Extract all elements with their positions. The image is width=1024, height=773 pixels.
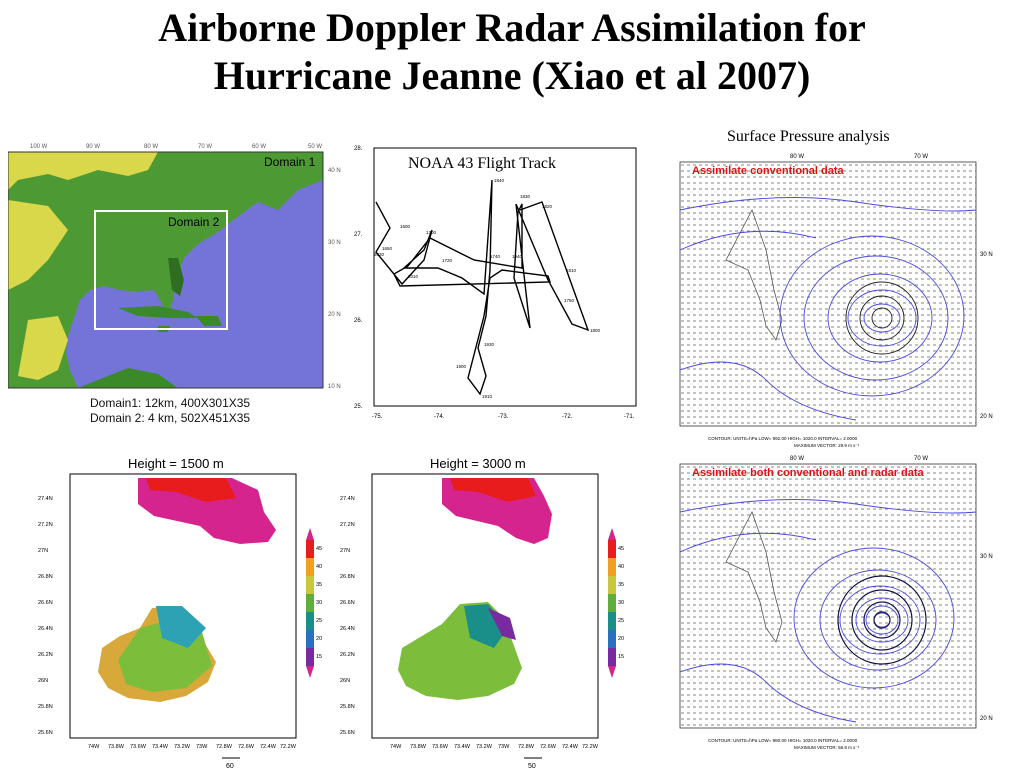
surface-bottom-grid [680,464,976,728]
time-label: 2010 [408,274,419,279]
time-label: 1740 [490,254,501,259]
time-label: 1910 [482,394,493,399]
wind-x-tick: 72.8W [518,744,534,750]
colorbar-labels [618,546,624,660]
lat-label: 20 N [980,716,993,722]
wind-y-tick: 25.6N [38,730,53,736]
wind-x-tick: 73.2W [476,744,492,750]
wind-y-tick: 25.8N [38,704,53,710]
lon-label: 70 W [198,144,213,150]
track-y-tick: 27. [354,232,363,238]
track-x-tick: -74. [434,414,445,420]
wind-y-tick: 25.6N [340,730,355,736]
top-panel-label: Assimilate conventional data [692,165,844,177]
colorbar [306,528,314,678]
wind-y-tick: 27.2N [340,522,355,528]
surface-top-svg [656,150,996,450]
wind-x-axis [88,744,297,750]
surface-pressure-bottom [656,452,996,752]
time-label: 1800 [590,328,601,333]
contour-footer: CONTOUR: UNITS=hPa LOW= 980.00 HIGH= 1020.0 INTERVAL= 2.0000 [708,738,858,743]
lon-label: 50 W [308,144,323,150]
colorbar-label: 30 [316,600,323,606]
track-x-tick: -72. [562,414,573,420]
track-y-tick: 28. [354,146,363,152]
flight-track-panel [352,138,642,423]
wind-x-tick: 72.2W [280,744,296,750]
colorbar-label: 25 [618,618,625,624]
vector-footer: MAXIMUM VECTOR: 56.9 m s⁻¹ [794,745,860,750]
wind-y-tick: 26.6N [340,600,355,606]
wind-x-tick: 73.8W [108,744,124,750]
time-label: 1810 [566,268,577,273]
wind-y-tick: 27N [38,548,49,554]
wind-x-tick: 72.8W [216,744,232,750]
wind-x-axis [390,744,599,750]
track-title: NOAA 43 Flight Track [408,155,557,172]
wind-y-tick: 26N [340,678,351,684]
time-label: 1750 [564,298,575,303]
domain-caption-1: Domain1: 12km, 400X301X35 [90,396,251,410]
track-x-tick: -75. [372,414,383,420]
time-label: 1650 [382,246,393,251]
time-label: 1900 [456,364,467,369]
wind-y-tick: 26.8N [340,574,355,580]
time-label: 1930 [484,342,495,347]
wind-y-tick: 27.2N [38,522,53,528]
domain-map [8,140,346,430]
surface-pressure-heading: Surface Pressure analysis [727,128,890,145]
wind-x-tick: 73W [196,744,208,750]
wind-x-tick: 73.8W [410,744,426,750]
track-x-axis [372,414,635,420]
wind-panel-svg [36,452,336,768]
wind-y-tick: 27.4N [340,496,355,502]
track-x-tick: -71. [624,414,635,420]
vector-footer: MAXIMUM VECTOR: 29.9 m s⁻¹ [794,443,860,448]
time-label: 2030 [374,252,385,257]
colorbar-label: 35 [316,582,323,588]
lon-label: 60 W [252,144,267,150]
bottom-panel-label: Assimilate both conventional and radar data [692,467,924,479]
colorbar [608,528,616,678]
colorbar-labels [316,546,322,660]
wind-x-tick: 73.4W [454,744,470,750]
wind-x-tick: 73W [498,744,510,750]
lat-label: 40 N [328,168,341,174]
lat-label: 20 N [980,414,993,420]
contour-footer: CONTOUR: UNITS=hPa LOW= 992.00 HIGH= 1020.0 INTERVAL= 2.0000 [708,436,858,441]
domain-map-svg [8,140,346,430]
lon-label: 70 W [914,456,929,462]
wind-y-tick: 26.2N [340,652,355,658]
wind-y-tick: 26N [38,678,49,684]
colorbar-label: 15 [316,654,323,660]
wind-x-tick: 73.2W [174,744,190,750]
track-y-tick: 25. [354,404,363,410]
lat-label: 10 N [328,384,341,390]
surface-bottom-svg [656,452,996,752]
lon-label: 80 W [790,154,805,160]
wind-y-tick: 26.4N [38,626,53,632]
title-line-1: Airborne Doppler Radar Assimilation for [158,5,866,50]
wind-panel-title: Height = 1500 m [128,456,224,471]
wind-x-tick: 72.6W [540,744,556,750]
time-label: 1720 [442,258,453,263]
lon-label: 70 W [914,154,929,160]
time-label: 1700 [426,230,437,235]
wind-y-tick: 26.6N [38,600,53,606]
wind-y-tick: 25.8N [340,704,355,710]
colorbar-label: 45 [618,546,625,552]
wind-y-axis [38,496,53,736]
wind-x-tick: 72.6W [238,744,254,750]
colorbar-label: 15 [618,654,625,660]
wind-x-tick: 74W [88,744,100,750]
wind-panel-3000m [338,452,638,768]
flight-track-svg [352,138,642,423]
time-label: 1830 [520,194,531,199]
time-label: 1940 [512,254,523,259]
wind-y-axis [340,496,355,736]
lat-label: 30 N [980,554,993,560]
lat-label: 30 N [328,240,341,246]
ref-vector-label: 60 [226,763,234,768]
lon-label: 80 W [144,144,159,150]
wind-x-tick: 73.6W [432,744,448,750]
slide-title [0,4,1024,100]
lon-label: 80 W [790,456,805,462]
wind-panel-title: Height = 3000 m [430,456,526,471]
domain1-label: Domain 1 [264,155,316,169]
wind-x-tick: 72.4W [260,744,276,750]
time-label: 1820 [542,204,553,209]
colorbar-label: 25 [316,618,323,624]
wind-x-tick: 74W [390,744,402,750]
time-label: 1840 [494,178,505,183]
lon-label: 100 W [30,144,48,150]
domain-caption-2: Domain 2: 4 km, 502X451X35 [90,411,251,425]
ref-vector-label: 50 [528,763,536,768]
surface-pressure-top [656,150,996,450]
wind-panel-1500m [36,452,336,768]
wind-y-tick: 27N [340,548,351,554]
track-y-tick: 26. [354,318,363,324]
track-x-tick: -73. [498,414,509,420]
wind-y-tick: 26.8N [38,574,53,580]
colorbar-label: 20 [316,636,323,642]
colorbar-label: 40 [316,564,323,570]
wind-x-tick: 73.6W [130,744,146,750]
wind-y-tick: 26.4N [340,626,355,632]
wind-y-tick: 26.2N [38,652,53,658]
lat-label: 30 N [980,252,993,258]
colorbar-label: 20 [618,636,625,642]
wind-y-tick: 27.4N [38,496,53,502]
wind-x-tick: 73.4W [152,744,168,750]
wind-x-tick: 72.4W [562,744,578,750]
lon-label: 90 W [86,144,101,150]
track-y-axis [354,146,363,410]
colorbar-label: 40 [618,564,625,570]
colorbar-label: 30 [618,600,625,606]
title-line-2: Hurricane Jeanne (Xiao et al 2007) [213,53,811,98]
domain2-label: Domain 2 [168,215,220,229]
wind-x-tick: 72.2W [582,744,598,750]
time-label: 1600 [400,224,411,229]
colorbar-label: 35 [618,582,625,588]
colorbar-label: 45 [316,546,323,552]
wind-panel-svg [338,452,638,768]
lat-label: 20 N [328,312,341,318]
